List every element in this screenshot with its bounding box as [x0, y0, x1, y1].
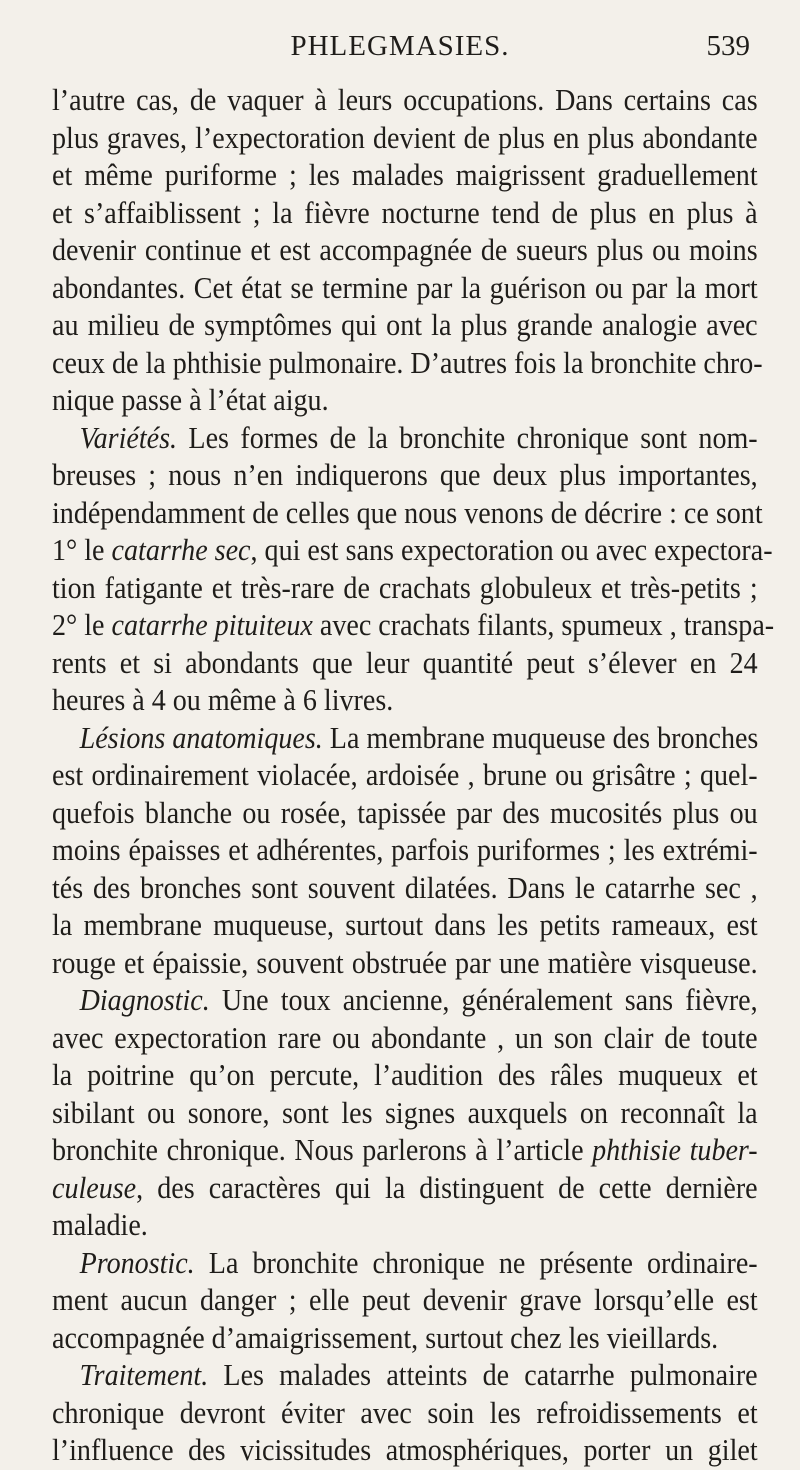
text-line [52, 420, 758, 458]
text-span: , qui est sans expectoration ou avec expectora- [250, 533, 773, 567]
text-line [52, 1132, 758, 1170]
text-line [52, 645, 758, 683]
text-span: maladie. [52, 1208, 148, 1242]
text-span: rents et si abondants que leur quantité peut s’élever en 24 [52, 645, 758, 680]
italic-text: Traitement. [79, 1358, 209, 1392]
text-line [52, 532, 773, 570]
text-span: rouge et épaissie, souvent obstruée par une matière visqueuse. [52, 945, 758, 980]
text-span: La bronchite chronique ne présente ordinaire- [194, 1245, 758, 1280]
text-line [52, 1357, 758, 1395]
text-span: chronique devront éviter avec soin les refroidissements et [52, 1395, 758, 1430]
text-span: La membrane muqueuse des bronches [322, 720, 759, 755]
italic-text: phthisie tuber- [592, 1133, 758, 1167]
text-span: Une toux ancienne, généralement sans fièvre, [209, 983, 758, 1017]
page-number: 539 [706, 30, 750, 62]
italic-text: catarrhe pituiteux [111, 608, 313, 642]
text-span: ceux de la phthisie pulmonaire. D’autres fois la bronchite chro- [52, 345, 763, 380]
text-span: moins épaisses et adhérentes, parfois puriformes ; les extrémi- [52, 833, 758, 867]
text-span: Les malades atteints de catarrhe pulmonaire [208, 1358, 758, 1392]
text-line [52, 757, 758, 795]
text-span: abondantes. Cet état se termine par la guérison ou par la mort [52, 270, 758, 305]
text-span: sibilant ou sonore, sont les signes auxquels on reconnaît la [52, 1095, 758, 1130]
text-span: avec expectoration rare ou abondante , un son clair de toute [52, 1020, 758, 1055]
text-line [52, 1207, 758, 1245]
text-line [52, 232, 758, 270]
text-line [52, 82, 758, 120]
text-line [52, 382, 758, 420]
text-line [52, 1020, 758, 1058]
text-line [52, 945, 758, 983]
text-line [52, 195, 758, 233]
text-span: , des caractères qui la distinguent de cette dernière [136, 1170, 758, 1205]
text-line [52, 607, 775, 645]
text-line [52, 270, 758, 308]
text-span: devenir continue et est accompagnée de sueurs plus ou moins [52, 233, 758, 267]
text-span: et même puriforme ; les malades maigrissent graduellement [52, 158, 758, 192]
text-span: plus graves, l’expectoration devient de plus en plus abondante [52, 120, 758, 155]
text-line [52, 457, 758, 495]
italic-text: Variétés. [79, 420, 178, 455]
page-header [0, 30, 800, 70]
text-line [52, 157, 758, 195]
text-line [52, 1432, 758, 1470]
text-span: Les formes de la bronchite chronique sont nom- [177, 420, 758, 455]
text-span: accompagnée d’amaigrissement, surtout chez les vieillards. [52, 1320, 719, 1355]
text-line [52, 1282, 758, 1320]
text-span: bronchite chronique. Nous parlerons à l’article [52, 1133, 593, 1167]
body-text [52, 82, 775, 1470]
text-span: l’influence des vicissitudes atmosphériques, porter un gilet [52, 1433, 758, 1467]
text-line [52, 982, 758, 1020]
text-span: quefois blanche ou rosée, tapissée par des mucosités plus ou [52, 795, 758, 830]
text-line [52, 1245, 758, 1283]
italic-text: Lésions anatomiques. [79, 720, 323, 755]
text-span: tion fatigante et très-rare de crachats globuleux et très-petits ; [52, 570, 758, 605]
italic-text: culeuse [52, 1170, 137, 1205]
text-line [52, 1057, 758, 1095]
text-line [52, 345, 763, 383]
text-line [52, 907, 758, 945]
text-line [52, 682, 758, 720]
text-span: et s’affaiblissent ; la fièvre nocturne tend de plus en plus à [52, 195, 758, 230]
text-line [52, 1395, 758, 1433]
text-span: 1° le [52, 533, 112, 567]
running-title: PHLEGMASIES. [290, 30, 510, 62]
italic-text: Diagnostic. [79, 983, 210, 1017]
text-span: 2° le [52, 608, 112, 642]
text-span: avec crachats filants, spumeux , transpa- [312, 608, 775, 642]
italic-text: Pronostic. [79, 1245, 195, 1280]
text-line [52, 832, 758, 870]
text-span: indépendamment de celles que nous venons de décrire : ce sont [52, 495, 763, 530]
text-span: la poitrine qu’on percute, l’audition des râles muqueux et [52, 1058, 758, 1092]
text-span: la membrane muqueuse, surtout dans les petits rameaux, est [52, 908, 758, 942]
text-span: tés des bronches sont souvent dilatées. Dans le catarrhe sec , [52, 870, 758, 905]
text-line [52, 1170, 758, 1208]
text-line [52, 1095, 758, 1133]
italic-text: catarrhe sec [111, 533, 251, 567]
text-line [52, 570, 758, 608]
text-span: est ordinairement violacée, ardoisée , brune ou grisâtre ; quel- [52, 758, 758, 792]
text-line [52, 1320, 758, 1358]
text-span: heures à 4 ou même à 6 livres. [52, 683, 394, 717]
text-line [52, 870, 758, 908]
text-span: nique passe à l’état aigu. [52, 383, 329, 417]
text-span: au milieu de symptômes qui ont la plus grande analogie avec [52, 308, 758, 342]
text-line [52, 307, 758, 345]
text-line [52, 495, 763, 533]
text-span: ment aucun danger ; elle peut devenir grave lorsqu’elle est [52, 1283, 758, 1317]
text-span: l’autre cas, de vaquer à leurs occupations. Dans certains cas [52, 83, 758, 117]
text-line [52, 795, 758, 833]
text-line [52, 720, 758, 758]
text-line [52, 120, 758, 158]
text-span: breuses ; nous n’en indiquerons que deux plus importantes, [52, 458, 758, 492]
